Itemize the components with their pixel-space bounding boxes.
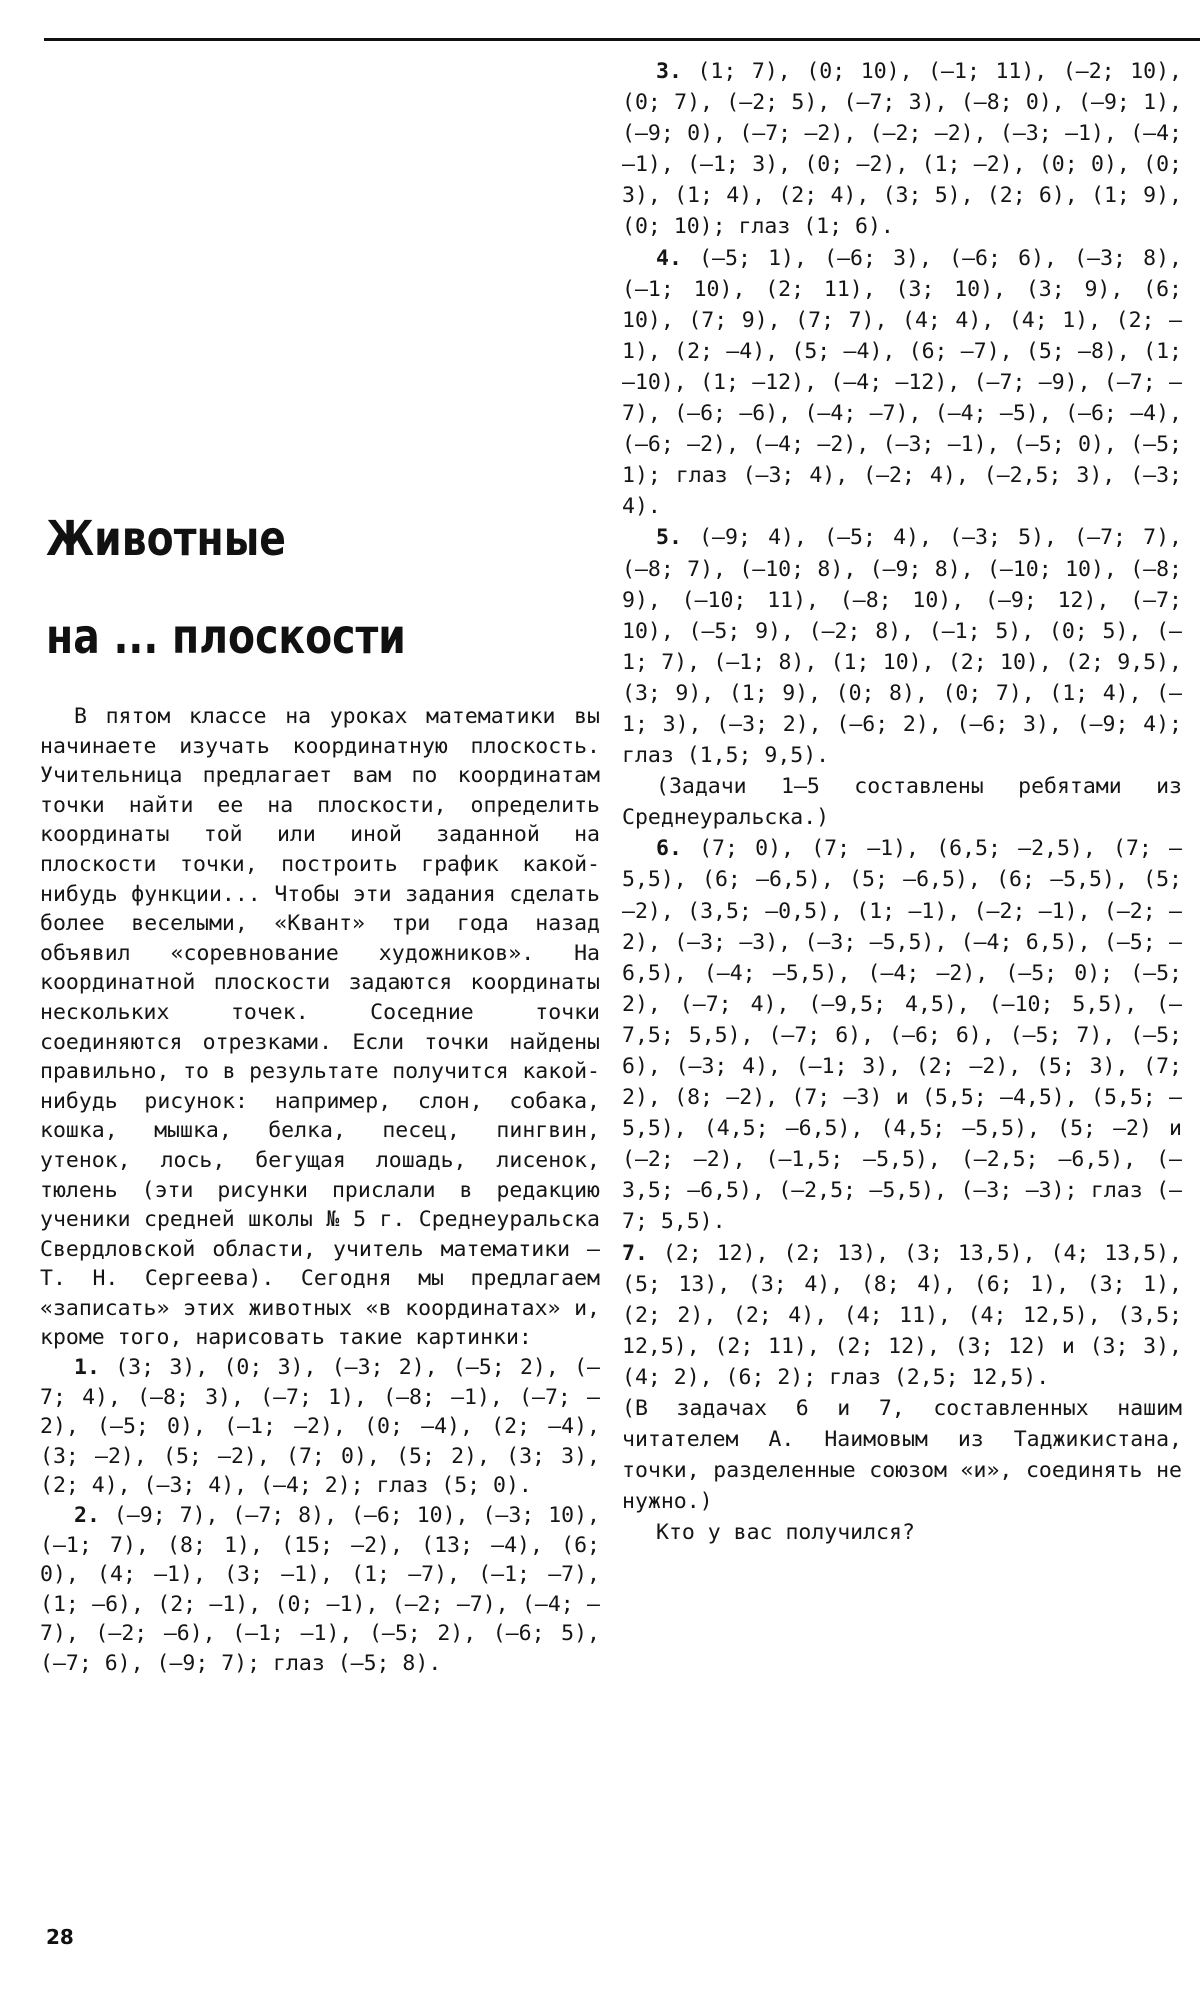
closing-question: Кто у вас получился? — [656, 1520, 915, 1546]
top-rule — [44, 38, 1200, 41]
intro-paragraph: В пятом классе на уроках математики вы начинаете изучать координатную плоскость. Учительница предлагает вам по координатам точки найти ее на плоскости, определить координаты той или иной заданной на плоскости точки, построить график какой-нибудь функции... Чтобы эти задания сделать более веселыми, «Квант» три года назад объявил «соревнование художников». На координатной плоскости задаются координаты нескольких точек. Соседние точки соединяются отрезками. Если точки найдены правильно, то в результате получится какой-нибудь рисунок: например, слон, собака, кошка, мышка, белка, песец, пингвин, утенок, лось, бегущая лошадь, лисенок, тюлень (эти рисунки прислали в редакцию ученики средней школы № 5 г. Среднеуральска Свердловской области, учитель математики — Т. Н. Сергеева). Сегодня мы предлагаем «записать» этих животных «в координатах» и, кроме того, нарисовать такие картинки: — [40, 704, 600, 1351]
problem-7 — [622, 1238, 1182, 1393]
problem-1-number: 1. — [74, 1355, 100, 1381]
problem-2-text: (—9; 7), (—7; 8), (—6; 10), (—3; 10), (—1; 7), (8; 1), (15; —2), (13; —4), (6; 0), (4; —1), (3; —1), (1; —7), (—1; —7), (1; —6), (2; —1), (0; —1), (—2; —7), (—4; —7), (—2; —6), (—1; —1), (—5; 2), (—6; 5), (—7; 6), (—9; 7); глаз (—5; 8). — [40, 1503, 600, 1676]
problem-5-number: 5. — [656, 525, 682, 551]
article-title — [46, 490, 406, 686]
problem-2-number: 2. — [74, 1503, 100, 1529]
note-problems-1-5: (Задачи 1—5 составлены ребятами из Среднеуральска.) — [622, 774, 1182, 831]
title-line-2: на ... плоскости — [46, 609, 406, 665]
problem-6-text: (7; 0), (7; —1), (6,5; —2,5), (7; —5,5), (6; —6,5), (5; —6,5), (6; —5,5), (5; —2), (3,5; —0,5), (1; —1), (—2; —1), (—2; —2), (—3; —3), (—3; —5,5), (—4; 6,5), (—5; —6,5), (—4; —5,5), (—4; —2), (—5; 0); (—5; 2), (—7; 4), (—9,5; 4,5), (—10; 5,5), (—7,5; 5,5), (—7; 6), (—6; 6), (—5; 7), (—5; 6), (—3; 4), (—1; 3), (2; —2), (5; 3), (7; 2), (8; —2), (7; —3) и (5,5; —4,5), (5,5; —5,5), (4,5; —6,5), (4,5; —5,5), (5; —2) и (—2; —2), (—1,5; —5,5), (—2,5; —6,5), (—3,5; —6,5), (—2,5; —5,5), (—3; —3); глаз (—7; 5,5). — [622, 836, 1182, 1235]
note-problems-6-7: (В задачах 6 и 7, составленных нашим читателем А. Наимовым из Таджикистана, точки, разделенные союзом «и», соединять не нужно.) — [622, 1396, 1182, 1515]
problem-5 — [622, 522, 1182, 771]
problem-7-text: (2; 12), (2; 13), (3; 13,5), (4; 13,5), (5; 13), (3; 4), (8; 4), (6; 1), (3; 1), (2; 2), (2; 4), (4; 11), (4; 12,5), (3,5; 12,5), (2; 11), (2; 12), (3; 12) и (3; 3), (4; 2), (6; 2); глаз (2,5; 12,5). — [622, 1240, 1182, 1390]
problem-7-number: 7. — [622, 1240, 648, 1266]
title-line-1: Животные — [46, 511, 287, 567]
problem-1 — [40, 1353, 600, 1501]
problem-4 — [622, 243, 1182, 523]
problem-3 — [622, 56, 1182, 243]
problem-3-number: 3. — [656, 59, 682, 84]
problem-2 — [40, 1501, 600, 1679]
left-column — [40, 702, 600, 1679]
problem-6-number: 6. — [656, 836, 682, 862]
problem-1-text: (3; 3), (0; 3), (—3; 2), (—5; 2), (—7; 4), (—8; 3), (—7; 1), (—8; —1), (—7; —2), (—5; 0), (—1; —2), (0; —4), (2; —4), (3; —2), (5; —2), (7; 0), (5; 2), (3; 3), (2; 4), (—3; 4), (—4; 2); глаз (5; 0). — [40, 1355, 600, 1499]
problem-6 — [622, 833, 1182, 1237]
right-column — [622, 56, 1182, 1549]
problem-4-text: (—5; 1), (—6; 3), (—6; 6), (—3; 8), (—1; 10), (2; 11), (3; 10), (3; 9), (6; 10), (7; 9), (7; 7), (4; 4), (4; 1), (2; —1), (2; —4), (5; —4), (6; —7), (5; —8), (1; —10), (1; —12), (—4; —12), (—7; —9), (—7; —7), (—6; —6), (—4; —7), (—4; —5), (—6; —4), (—6; —2), (—4; —2), (—3; —1), (—5; 0), (—5; 1); глаз (—3; 4), (—2; 4), (—2,5; 3), (—3; 4). — [622, 245, 1182, 520]
page-number: 28 — [46, 1925, 74, 1949]
problem-4-number: 4. — [656, 245, 682, 271]
problem-5-text: (—9; 4), (—5; 4), (—3; 5), (—7; 7), (—8; 7), (—10; 8), (—9; 8), (—10; 10), (—8; 9), (—10; 11), (—8; 10), (—9; 12), (—7; 10), (—5; 9), (—2; 8), (—1; 5), (0; 5), (—1; 7), (—1; 8), (1; 10), (2; 10), (2; 9,5), (3; 9), (1; 9), (0; 8), (0; 7), (1; 4), (—1; 3), (—3; 2), (—6; 2), (—6; 3), (—9; 4); глаз (1,5; 9,5). — [622, 525, 1182, 769]
problem-3-text: (1; 7), (0; 10), (—1; 11), (—2; 10), (0; 7), (—2; 5), (—7; 3), (—8; 0), (—9; 1), (—9; 0), (—7; —2), (—2; —2), (—3; —1), (—4; —1), (—1; 3), (0; —2), (1; —2), (0; 0), (0; 3), (1; 4), (2; 4), (3; 5), (2; 6), (1; 9), (0; 10); глаз (1; 6). — [622, 59, 1182, 240]
